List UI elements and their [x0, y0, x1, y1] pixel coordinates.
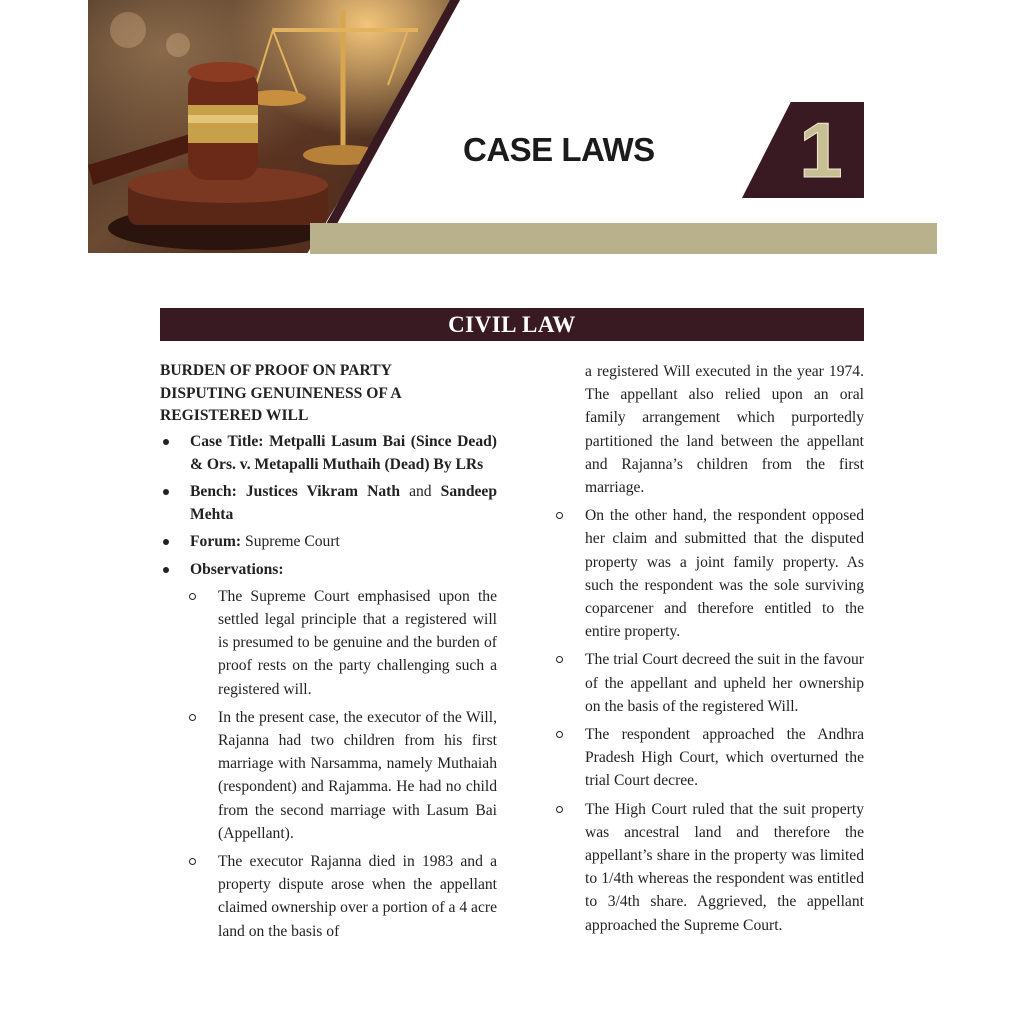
observation-point: On the other hand, the respondent opposed her claim and submitted that the disputed property was a joint family property. As such the respondent was the sole surviving coparcener and therefore entitled to the entire property.	[556, 504, 864, 643]
observation-point: In the present case, the executor of the Will, Rajanna had two children from his first marriage with Narsamma, namely Muthaiah (respondent) and Rajamma. He had no child from the second marriage with Lasum Bai (Appellant).	[189, 706, 497, 845]
article-heading	[160, 360, 497, 428]
header-diagonal-stripe	[310, 0, 460, 253]
bench-judge-2: Sandeep Mehta	[190, 482, 498, 524]
case-title-item	[160, 430, 497, 476]
bench-item	[160, 480, 497, 526]
heading-line: BURDEN OF PROOF ON PARTY	[160, 362, 392, 379]
bench-judge-1: Justices Vikram Nath	[245, 482, 400, 500]
case-title-value: Metpalli Lasum Bai (Since Dead) & Ors. v. Metapalli Muthaih (Dead) By LRs	[190, 432, 497, 473]
observation-point: The respondent approached the Andhra Pradesh High Court, which overturned the trial Court decree.	[556, 723, 864, 793]
forum-label: Forum:	[190, 533, 242, 551]
section-title-bar: CIVIL LAW	[160, 308, 864, 341]
observation-point: The Supreme Court emphasised upon the settled legal principle that a registered will is presumed to be genuine and the burden of proof rests on the party challenging such a registered will.	[189, 585, 497, 701]
heading-line: DISPUTING GENUINENESS OF A	[160, 384, 402, 402]
observations-label: Observations:	[190, 560, 284, 578]
heading-line: REGISTERED WILL	[160, 407, 309, 424]
bench-and: and	[409, 482, 432, 500]
bench-label: Bench:	[190, 482, 237, 500]
left-column	[160, 360, 497, 948]
forum-value: Supreme Court	[245, 533, 340, 551]
header-tan-band	[310, 223, 937, 254]
right-column	[556, 360, 864, 942]
case-title-label: Case Title:	[190, 432, 264, 450]
observation-point: The executor Rajanna died in 1983 and a property dispute arose when the appellant claimed ownership over a portion of a 4 acre land on the basis of	[189, 850, 497, 943]
chapter-number: 1	[799, 106, 843, 194]
observation-point: The trial Court decreed the suit in the favour of the appellant and upheld her ownership on the basis of the registered Will.	[556, 648, 864, 718]
observation-point: The High Court ruled that the suit property was ancestral land and therefore the appellant’s share in the property was limited to 1/4th whereas the respondent was entitled to 3/4th share. Aggrieved, the appellant approached the Supreme Court.	[556, 798, 864, 937]
observation-continuation: a registered Will executed in the year 1974. The appellant also relied upon an oral family arrangement which purportedly partitioned the land between the appellant and Rajanna’s children from the first marriage.	[585, 363, 864, 497]
chapter-title: CASE LAWS	[463, 131, 655, 168]
observations-item	[160, 558, 497, 581]
forum-item	[160, 530, 497, 553]
